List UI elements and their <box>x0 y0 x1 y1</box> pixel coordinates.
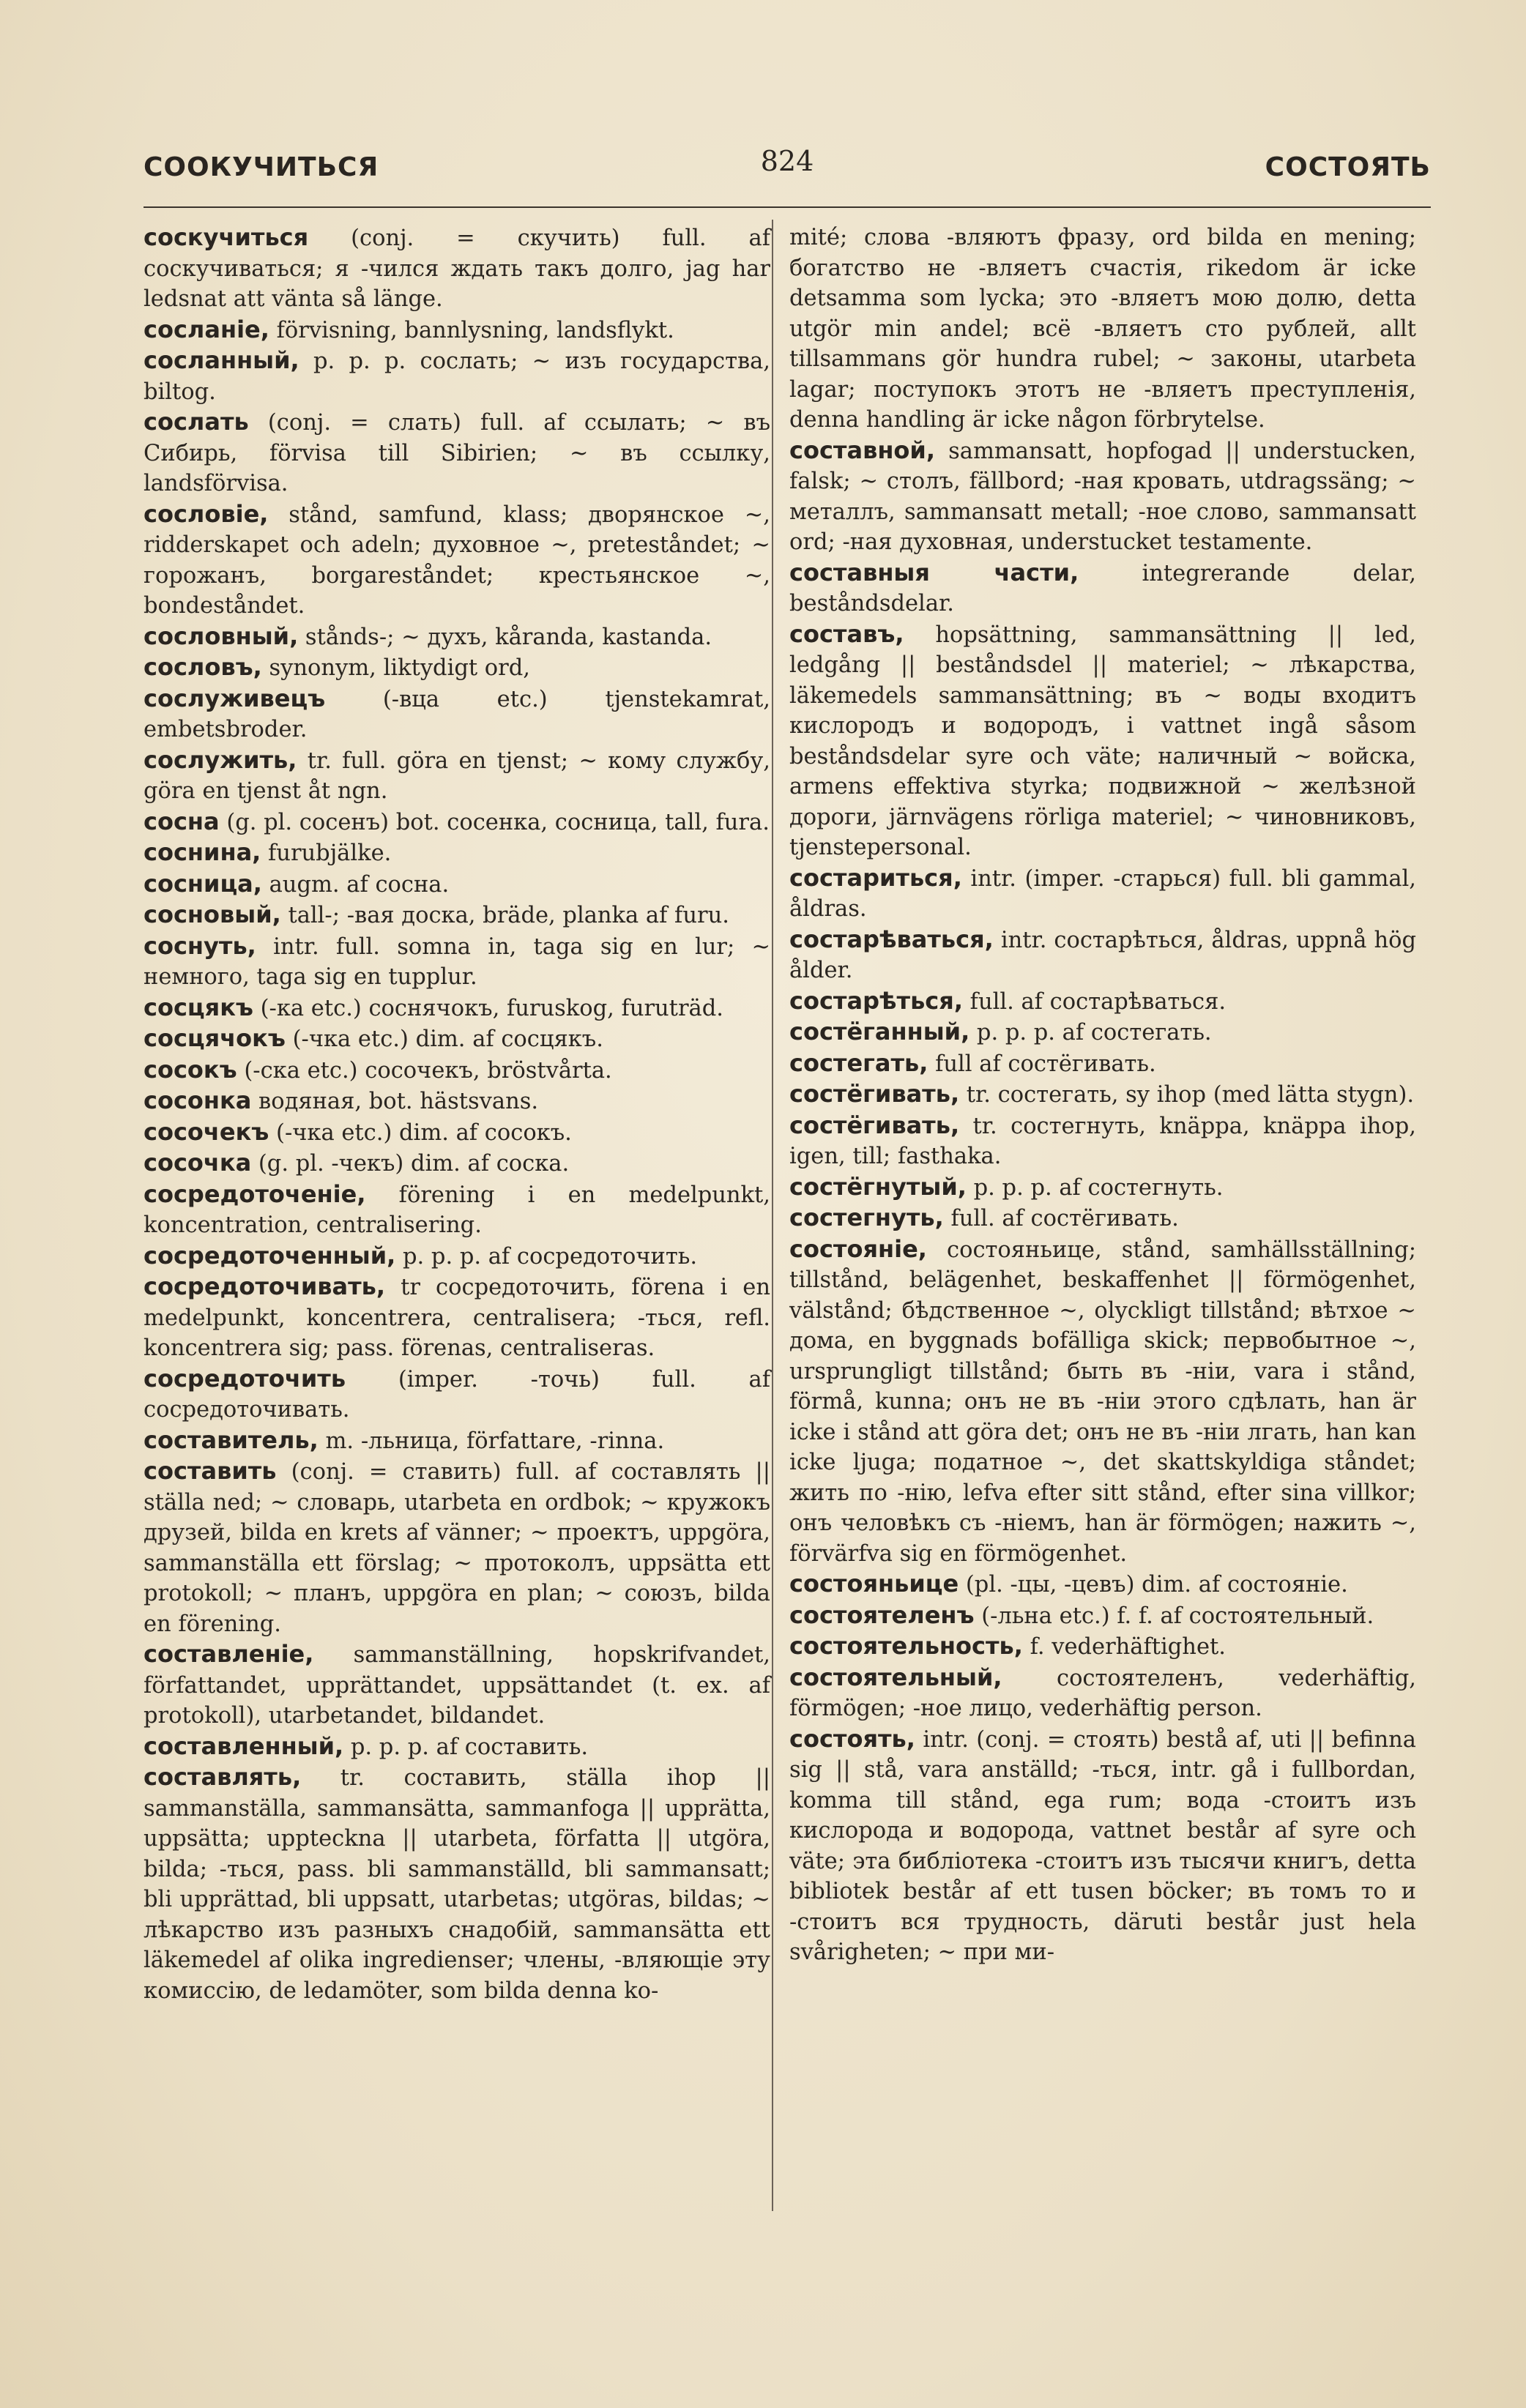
entry-headword: сословіе, <box>144 499 269 528</box>
dictionary-entry <box>144 838 770 869</box>
dictionary-entry <box>789 1203 1416 1234</box>
dictionary-entry <box>789 1663 1416 1724</box>
entry-definition: (conj. = слать) full. af ссылать; ~ въ Сибирь, förvisa till Sibirien; ~ въ ссылку, landsförvisa. <box>144 410 770 496</box>
entry-headword: сосновый, <box>144 901 281 928</box>
dictionary-entry <box>144 1639 770 1732</box>
entry-headword: состарѣваться, <box>789 925 994 953</box>
entry-definition: (pl. -цы, -цевъ) dim. af состояніе. <box>965 1572 1348 1598</box>
dictionary-entry <box>144 1024 770 1055</box>
entry-headword: составленіе, <box>144 1640 314 1668</box>
entry-headword: состёгнутый, <box>789 1172 967 1201</box>
entry-headword: соснина, <box>144 838 261 866</box>
entry-headword: составной, <box>789 436 935 464</box>
dictionary-entry <box>144 745 770 807</box>
entry-definition: состояньице, stånd, samhällsställning; tillstånd, belägenhet, beskaffenhet || förmögenhet, välstånd; бѣдственное ~, olyckligt tillstånd; вѣтхое ~ дома, en byggnads bofälliga skick; первобытное ~, ursprungligt tillstånd; быть въ -ніи, vara i stånd, förmå, kunna; онъ не въ -ніи этого сдѣлать, han är icke i stånd att göra det; онъ не въ -ніи лгать, han kan icke ljuga; податное ~, det skattskyldiga ståndet; жить по -нію, lefva efter sitt stånd, efter sina villkor; онъ человѣкъ съ -ніемъ, han är förmögen; нажить ~, förvärfva sig en förmögenhet. <box>789 1237 1416 1567</box>
dictionary-entry <box>144 407 770 499</box>
entry-definition: (-льна etc.) f. f. af состоятельный. <box>981 1603 1374 1629</box>
entry-definition: p. p. p. сослать; ~ изъ государства, biltog. <box>144 348 770 405</box>
entry-definition: hopsättning, sammansättning || led, ledgång || beståndsdel || materiel; ~ лѣкарства, läkemedels sammansättning; въ ~ воды входитъ кислородъ и водородъ, i vattnet ingå såsom beståndsdelar syre och väte; наличный ~ войска, armens effektiva styrka; подвижной ~ желѣзной дороги, järnvägens rörliga materiel; ~ чиновниковъ, tjenstepersonal. <box>789 622 1416 860</box>
entry-headword: состоятельный, <box>789 1663 1002 1691</box>
entry-headword: сосонка <box>144 1086 252 1114</box>
entry-headword: сосочка <box>144 1149 252 1177</box>
dictionary-entry <box>144 1117 770 1149</box>
entry-definition: (conj. = ставить) full. af составлять || ställa ned; ~ словарь, utarbeta en ordbok; ~ кружокъ друзей, bilda en krets af vänner; ~ проектъ, uppgöra, sammanställa ett förslag; ~ протоколъ, uppsätta ett protokoll; ~ планъ, uppgöra en plan; ~ союзъ, bilda en förening. <box>144 1459 770 1637</box>
entry-definition: synonym, liktydigt ord, <box>269 655 530 681</box>
dictionary-entry <box>789 1048 1416 1080</box>
entry-headword: составить <box>144 1457 277 1485</box>
entry-headword: состарѣться, <box>789 986 963 1015</box>
header-rule <box>144 206 1431 208</box>
entry-definition: tr. состегать, sy ihop (med lätta stygn). <box>966 1082 1415 1108</box>
dictionary-entry <box>144 1364 770 1425</box>
entry-headword: состёганный, <box>789 1018 970 1045</box>
entry-headword: состоятельность, <box>789 1632 1023 1660</box>
entry-headword: сосредоточенный, <box>144 1241 396 1270</box>
entry-definition: tall-; -вая доска, bräde, planka af furu. <box>288 903 729 928</box>
entry-headword: сослать <box>144 408 249 436</box>
entry-headword: сосцякъ <box>144 993 253 1021</box>
entry-headword: составленный, <box>144 1732 344 1760</box>
header-right-headword: СОСТОЯТЬ <box>1265 152 1431 182</box>
dictionary-entry <box>144 622 770 653</box>
left-column <box>144 223 770 2006</box>
entry-definition: sammanställning, hopskrifvandet, författandet, upprättandet, uppsättandet (t. ex. af protokoll), utarbetandet, bildandet. <box>144 1642 770 1729</box>
entry-definition: intr. full. somna in, taga sig en lur; ~ немного, taga sig en tupplur. <box>144 933 770 990</box>
dictionary-entry <box>144 1086 770 1117</box>
dictionary-entry <box>789 986 1416 1018</box>
entry-definition: (-вца etc.) tjenstekamrat, embetsbroder. <box>144 686 770 742</box>
entry-definition: (g. pl. -чекъ) dim. af соска. <box>258 1151 570 1177</box>
entry-definition: furubjälke. <box>268 840 392 866</box>
entry-definition: p. p. p. af состегнуть. <box>973 1174 1224 1201</box>
entry-headword: сосница, <box>144 869 262 898</box>
dictionary-entry <box>789 1079 1416 1111</box>
dictionary-entry <box>144 1762 770 2006</box>
entry-headword: соснуть, <box>144 931 256 960</box>
dictionary-entry <box>789 925 1416 986</box>
entry-definition: augm. af сосна. <box>269 871 450 898</box>
entry-definition: (-чка etc.) dim. af сосокъ. <box>276 1119 572 1146</box>
dictionary-entry <box>789 1172 1416 1204</box>
entry-definition: stånds-; ~ духъ, kåranda, kastanda. <box>305 624 712 650</box>
column-divider <box>772 220 773 2211</box>
entry-definition: sammansatt, hopfogad || understucken, falsk; ~ столъ, fällbord; -ная кровать, utdragssäng; ~ металлъ, sammansatt metall; -ное слово, sammansatt ord; -ная духовная, understucket testamente. <box>789 438 1416 555</box>
entry-definition: состоятеленъ, vederhäftig, förmögen; -ное лицо, vederhäftig person. <box>789 1665 1416 1721</box>
entry-definition: m. -льница, författare, -rinna. <box>325 1428 665 1454</box>
entry-headword: составъ, <box>789 619 904 648</box>
right-column <box>789 223 1416 1968</box>
entry-headword: состоятеленъ <box>789 1600 975 1629</box>
dictionary-entry <box>144 1732 770 1763</box>
dictionary-entry <box>144 1272 770 1364</box>
entry-definition: (-ка etc.) соснячокъ, furuskog, furuträd. <box>260 995 723 1021</box>
entry-definition: integrerande delar, beståndsdelar. <box>789 560 1416 616</box>
entry-definition: förvisning, bannlysning, landsflykt. <box>276 317 674 343</box>
entry-definition: stånd, samfund, klass; дворянское ~, ridderskapet och adeln; духовное ~, preteståndet; ~ горожанъ, borgareståndet; крестьянское ~, bondeståndet. <box>144 502 770 619</box>
entry-headword: состояніе, <box>789 1234 927 1263</box>
dictionary-entry <box>144 499 770 622</box>
entry-definition: full. af состёгивать. <box>950 1206 1179 1231</box>
entry-definition: (-чка etc.) dim. af сосцякъ. <box>292 1026 603 1052</box>
dictionary-entry <box>789 223 1416 436</box>
dictionary-entry <box>144 807 770 838</box>
entry-headword: сосцячокъ <box>144 1024 286 1052</box>
entry-headword: сословный, <box>144 622 299 650</box>
dictionary-entry <box>144 652 770 684</box>
entry-definition: tr сосредоточить, förena i en medelpunkt, koncentrera, centralisera; -ться, refl. koncentrera sig; pass. förenas, centraliseras. <box>144 1275 770 1361</box>
dictionary-entry <box>144 315 770 346</box>
dictionary-entry <box>789 619 1416 863</box>
entry-definition: p. p. p. af составить. <box>350 1734 589 1760</box>
entry-definition: mité; слова -вляютъ фразу, ord bilda en mening; богатство не -вляетъ счастія, rikedom är icke detsamma som lycka; это -вляетъ мою долю, detta utgör min andel; всё -вляетъ сто рублей, allt tillsammans gör hundra rubel; ~ законы, utarbeta lagar; поступокъ этотъ не -вляетъ преступленія, denna handling är icke någon förbrytelse. <box>789 225 1416 433</box>
entry-definition: (imper. -точь) full. af сосредоточивать. <box>144 1366 770 1423</box>
entry-headword: сослуживецъ <box>144 684 326 712</box>
page-header <box>144 145 1431 196</box>
dictionary-entry <box>144 1148 770 1179</box>
entry-headword: сосочекъ <box>144 1117 269 1146</box>
entry-definition: full af состёгивать. <box>935 1051 1156 1077</box>
entry-headword: сосокъ <box>144 1055 237 1084</box>
dictionary-entry <box>144 900 770 931</box>
dictionary-entry <box>789 1724 1416 1968</box>
dictionary-entry <box>144 869 770 901</box>
entry-definition: full. af состарѣваться. <box>969 988 1227 1015</box>
entry-definition: (g. pl. сосенъ) bot. сосенка, сосница, tall, fura. <box>226 809 770 835</box>
entry-definition: водяная, bot. hästsvans. <box>258 1089 539 1114</box>
entry-headword: состариться, <box>789 863 962 892</box>
dictionary-entry <box>789 863 1416 925</box>
dictionary-entry <box>789 1569 1416 1600</box>
entry-definition: intr. (imper. -старься) full. bli gammal, åldras. <box>789 865 1416 922</box>
entry-headword: сосланный, <box>144 346 299 374</box>
entry-headword: соскучиться <box>144 223 309 251</box>
entry-definition: (conj. = скучить) full. af соскучиваться; я -чился ждать такъ долго, jag har ledsnat att vänta så länge. <box>144 225 771 312</box>
dictionary-entry <box>789 436 1416 558</box>
entry-headword: составныя части, <box>789 558 1079 586</box>
entry-definition: tr. full. göra en tjenst; ~ кому службу, göra en tjenst åt ngn. <box>144 748 770 804</box>
entry-headword: состегать, <box>789 1048 928 1077</box>
entry-headword: сослужить, <box>144 745 297 774</box>
entry-definition: (-ска etc.) сосочекъ, bröstvårta. <box>244 1057 612 1084</box>
entry-headword: сосланіе, <box>144 315 269 343</box>
header-left-headword: СООКУЧИТЬСЯ <box>144 152 379 182</box>
dictionary-entry <box>144 1456 770 1639</box>
dictionary-entry <box>144 1179 770 1241</box>
entry-headword: составитель, <box>144 1425 319 1454</box>
entry-definition: f. vederhäftighet. <box>1030 1634 1226 1660</box>
entry-headword: составлять, <box>144 1763 302 1791</box>
entry-headword: состёгивать, <box>789 1080 960 1108</box>
dictionary-entry <box>144 1241 770 1272</box>
entry-headword: состоять, <box>789 1724 915 1753</box>
dictionary-entry <box>144 1055 770 1086</box>
entry-definition: intr. (conj. = стоять) bestå af, uti || befinna sig || stå, vara anställd; -ться, intr. gå i fullbordan, komma till stånd, ega rum; вода -стоитъ изъ кислорода и водорода, vattnet består af syre och väte; эта библіотека -стоитъ изъ тысячи книгъ, detta bibliotek består af ett tusen böcker; въ томъ то и -стоитъ вся трудность, däruti består just hela svårigheten; ~ при ми- <box>789 1726 1416 1965</box>
dictionary-entry <box>144 684 770 745</box>
dictionary-entry <box>144 931 770 993</box>
dictionary-entry <box>144 223 770 315</box>
entry-headword: состояньице <box>789 1570 959 1598</box>
entry-headword: состегнуть, <box>789 1204 944 1231</box>
entry-definition: p. p. p. af сосредоточить. <box>403 1243 698 1270</box>
entry-definition: förening i en medelpunkt, koncentration, centralisering. <box>144 1182 770 1238</box>
entry-definition: p. p. p. af состегать. <box>976 1020 1212 1045</box>
dictionary-entry <box>144 993 770 1024</box>
dictionary-entry <box>144 1425 770 1457</box>
entry-definition: tr. состегнуть, knäppa, knäppa ihop, igen, till; fasthaka. <box>789 1113 1416 1169</box>
entry-headword: сосредоточить <box>144 1364 346 1393</box>
entry-headword: состёгивать, <box>789 1111 960 1139</box>
entry-definition: intr. состарѣться, åldras, uppnå hög ålder. <box>789 927 1416 983</box>
entry-headword: сословъ, <box>144 653 262 681</box>
entry-headword: сосредоточеніе, <box>144 1179 366 1208</box>
entry-headword: сосредоточивать, <box>144 1272 386 1300</box>
dictionary-entry <box>144 346 770 407</box>
entry-definition: tr. составить, ställa ihop || sammanställa, sammansätta, sammanfoga || upprätta, uppsätta; uppteckna || utarbeta, författa || utgöra, bilda; -ться, pass. bli sammanställd, bli sammansatt; bli upprättad, bli uppsatt, utarbetas; utgöras, bildas; ~ лѣкарство изъ разныхъ снадобій, sammansätta ett läkemedel af olika ingredienser; члены, -вляющіе эту комиссію, de ledamöter, som bilda denna ko- <box>144 1765 770 2004</box>
entry-headword: сосна <box>144 807 220 835</box>
dictionary-entry <box>789 1631 1416 1663</box>
dictionary-entry <box>789 1234 1416 1570</box>
dictionary-entry <box>789 1111 1416 1172</box>
dictionary-entry <box>789 558 1416 619</box>
dictionary-entry <box>789 1600 1416 1632</box>
dictionary-entry <box>789 1017 1416 1048</box>
page-number: 824 <box>760 145 814 177</box>
